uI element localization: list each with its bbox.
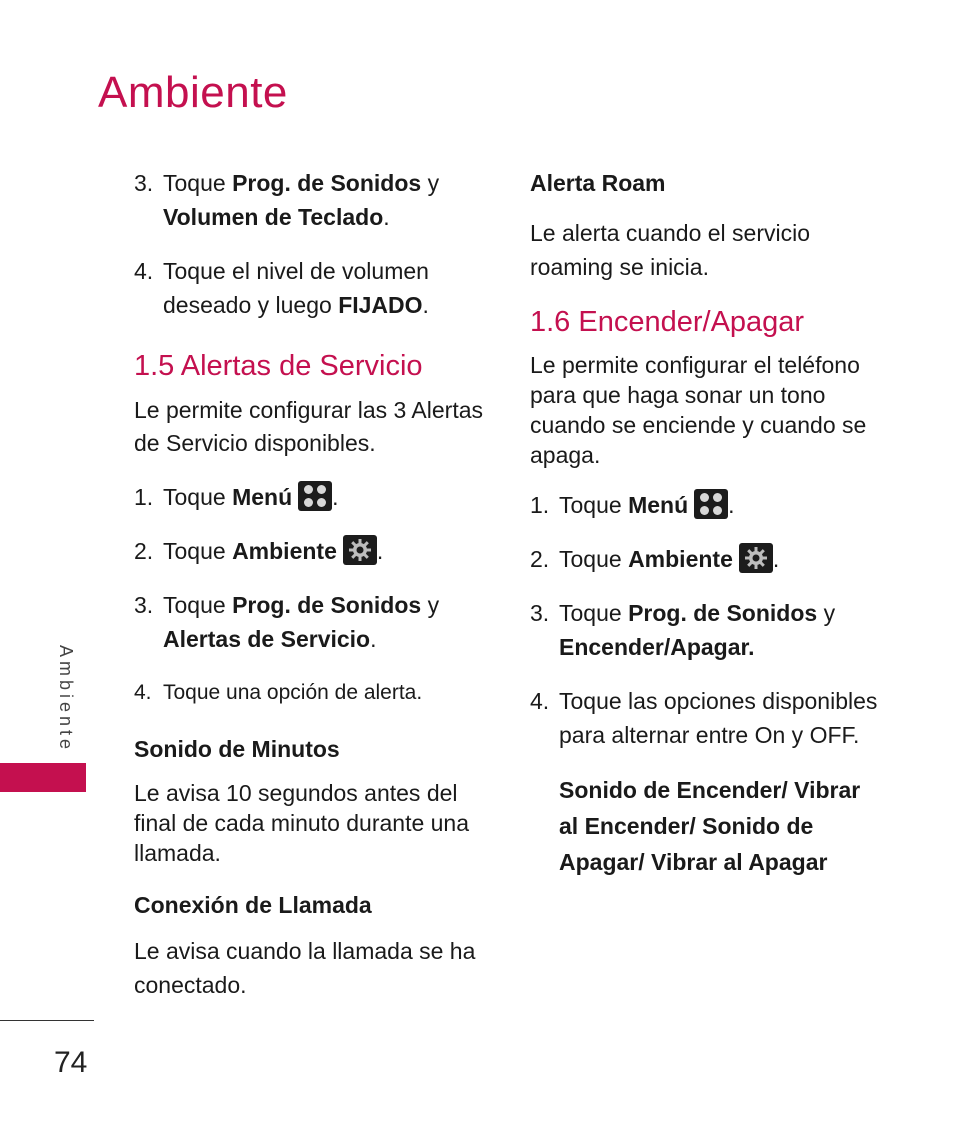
- step-text: .: [772, 546, 780, 572]
- left-column: [134, 166, 484, 1018]
- step-text: Toque: [559, 600, 629, 626]
- subheading-alerta-roam: Alerta Roam: [530, 170, 666, 196]
- step-text: Toque el nivel de volumen deseado y luego: [163, 258, 429, 318]
- step-bold: FIJADO: [338, 292, 423, 318]
- subheading-conexion-llamada: Conexión de Llamada: [134, 892, 372, 918]
- step-text: .: [728, 492, 735, 518]
- step-2-ambiente: [530, 542, 880, 576]
- step-number: 2.: [134, 538, 154, 564]
- step-number: 3.: [134, 170, 154, 196]
- step-text: .: [383, 204, 390, 230]
- menu-icon: [694, 489, 728, 519]
- step-3-alertas: [134, 588, 484, 656]
- step-number: 4.: [530, 688, 550, 714]
- step-1-menu: [530, 488, 880, 522]
- gear-icon: [343, 535, 377, 565]
- page-number: 74: [54, 1046, 88, 1079]
- step-1-menu: [134, 480, 484, 514]
- options-list: Sonido de Encender/ Vibrar al Encender/ Sonido de Apagar/ Vibrar al Apagar: [559, 777, 861, 875]
- step-bold: Alertas de Servicio: [163, 626, 371, 652]
- step-4-opciones: [530, 684, 880, 752]
- step-4-nivel: [134, 254, 484, 322]
- roam-description: Le alerta cuando el servicio roaming se inicia.: [530, 220, 810, 280]
- step-number: 1.: [530, 492, 550, 518]
- side-tab-label: Ambiente: [56, 645, 76, 754]
- step-number: 3.: [134, 592, 154, 618]
- step-text: .: [376, 538, 384, 564]
- step-bold: Prog. de Sonidos: [628, 600, 818, 626]
- step-number: 3.: [530, 600, 550, 626]
- step-text: Toque: [163, 538, 233, 564]
- step-text: .: [370, 626, 377, 652]
- step-text: y: [421, 170, 440, 196]
- gear-icon: [739, 543, 773, 573]
- step-3-encender: [530, 596, 880, 664]
- sonido-description: Le avisa 10 segundos antes del final de cada minuto durante una llamada.: [134, 780, 470, 866]
- step-text: y: [817, 600, 836, 626]
- step-text: Toque: [559, 492, 629, 518]
- side-tab-bar: [0, 763, 86, 792]
- step-number: 4.: [134, 681, 152, 704]
- footer-rule: [0, 1020, 94, 1021]
- step-bold: Menú: [232, 484, 293, 510]
- step-text: Toque una opción de alerta.: [163, 681, 423, 704]
- step-number: 4.: [134, 258, 154, 284]
- step-text: Toque: [559, 546, 629, 572]
- step-text: .: [422, 292, 429, 318]
- right-column: [530, 166, 880, 880]
- intro-paragraph: Le permite configurar el teléfono para que haga sonar un tono cuando se enciende y cuando se apaga.: [530, 352, 867, 468]
- step-number: 2.: [530, 546, 550, 572]
- step-bold: Encender/Apagar.: [559, 634, 755, 660]
- step-bold: Menú: [628, 492, 689, 518]
- page-title: Ambiente: [98, 68, 288, 117]
- step-bold: Ambiente: [628, 546, 733, 572]
- step-text: Toque: [163, 170, 233, 196]
- section-heading-1-6: 1.6 Encender/Apagar: [530, 306, 805, 338]
- step-4-opcion: [134, 676, 484, 710]
- step-bold: Prog. de Sonidos: [232, 170, 422, 196]
- subheading-sonido-minutos: Sonido de Minutos: [134, 736, 340, 762]
- step-2-ambiente: [134, 534, 484, 568]
- step-text: Toque: [163, 592, 233, 618]
- step-text: Toque: [163, 484, 233, 510]
- step-bold: Ambiente: [232, 538, 337, 564]
- step-text: Toque las opciones disponibles para alternar entre On y OFF.: [559, 688, 878, 748]
- step-number: 1.: [134, 484, 154, 510]
- menu-icon: [298, 481, 332, 511]
- section-heading-1-5: 1.5 Alertas de Servicio: [134, 350, 423, 382]
- step-text: y: [421, 592, 440, 618]
- step-text: .: [332, 484, 339, 510]
- intro-paragraph: Le permite configurar las 3 Alertas de Servicio disponibles.: [134, 397, 484, 456]
- step-bold: Prog. de Sonidos: [232, 592, 422, 618]
- conexion-description: Le avisa cuando la llamada se ha conectado.: [134, 938, 476, 998]
- step-3-volumen: [134, 166, 484, 234]
- step-bold: Volumen de Teclado: [163, 204, 384, 230]
